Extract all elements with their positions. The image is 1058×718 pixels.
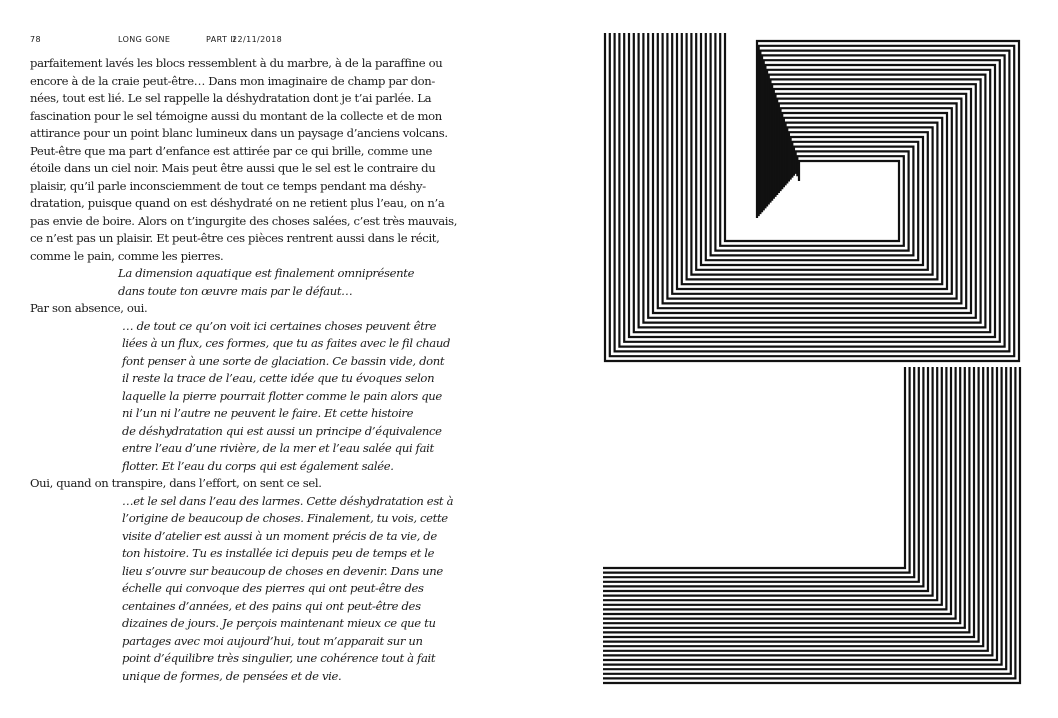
text-line: centaines d’années, et des pains qui ont peut-être des: [122, 598, 421, 613]
text-line: ton histoire. Tu es installée ici depuis peu de temps et le: [122, 546, 435, 560]
interview-text: [30, 55, 490, 685]
text-line: liées à un flux, ces formes, que tu as faites avec le fil chaud: [122, 336, 451, 350]
text-line: visite d’atelier est aussi à un moment précis de ta vie, de: [122, 528, 437, 543]
text-line: laquelle la pierre pourrait flotter comme le pain alors que: [122, 388, 442, 403]
text-line: unique de formes, de pensées et de vie.: [122, 668, 342, 683]
text-line: …et le sel dans l’eau des larmes. Cette déshydratation est à: [122, 493, 454, 508]
paragraph-question: [30, 493, 490, 686]
text-line: plaisir, qu’il parle inconsciemment de tout ce temps pendant ma déshy-: [30, 178, 426, 193]
page-number: 78: [30, 35, 41, 44]
text-line: comme le pain, comme les pierres.: [30, 248, 224, 263]
text-line: étoile dans un ciel noir. Mais peut être aussi que le sel est le contraire du: [30, 161, 436, 175]
paragraph-answer: [30, 475, 490, 493]
paragraph-question: [30, 265, 490, 300]
paragraph-question: [30, 318, 490, 476]
text-line: dans toute ton œuvre mais par le défaut…: [118, 283, 353, 298]
text-line: échelle qui convoque des pierres qui ont peut-être des: [122, 581, 424, 595]
text-line: dizaines de jours. Je perçois maintenant mieux ce que tu: [122, 616, 436, 630]
text-line: La dimension aquatique est finalement omniprésente: [118, 266, 415, 280]
text-line: entre l’eau d’une rivière, de la mer et l’eau salée qui fait: [122, 441, 434, 455]
text-line: font penser à une sorte de glaciation. Ce bassin vide, dont: [122, 353, 445, 368]
text-line: Oui, quand on transpire, dans l’effort, on sent ce sel.: [30, 476, 322, 490]
paragraph-answer: [30, 55, 490, 265]
text-line: fascination pour le sel témoigne aussi du montant de la collecte et de mon: [30, 108, 442, 123]
text-line: l’origine de beaucoup de choses. Finalement, tu vois, cette: [122, 511, 448, 525]
text-line: parfaitement lavés les blocs ressemblent à du marbre, à de la paraffine ou: [30, 56, 443, 70]
right-page: [529, 0, 1058, 718]
text-line: ce n’est pas un plaisir. Et peut-être ces pièces rentrent aussi dans le récit,: [30, 231, 440, 245]
text-line: ni l’un ni l’autre ne peuvent le faire. Et cette histoire: [122, 406, 414, 420]
artwork-canvas: [599, 33, 1027, 688]
text-line: pas envie de boire. Alors on t’ingurgite des choses salées, c’est très mauvais,: [30, 213, 458, 228]
running-head-date: 22/11/2018: [232, 35, 283, 44]
text-line: attirance pour un point blanc lumineux dans un paysage d’anciens volcans.: [30, 126, 448, 140]
running-head-part: PART II: [206, 35, 236, 44]
text-line: point d’équilibre très singulier, une cohérence tout à fait: [122, 651, 436, 665]
running-head-title: LONG GONE: [118, 35, 171, 44]
text-line: flotter. Et l’eau du corps qui est également salée.: [122, 458, 394, 473]
text-line: partages avec moi aujourd’hui, tout m’apparait sur un: [122, 633, 423, 648]
text-line: dratation, puisque quand on est déshydraté on ne retient plus l’eau, on n’a: [30, 196, 445, 210]
text-line: … de tout ce qu’on voit ici certaines choses peuvent être: [122, 318, 437, 333]
paragraph-answer: [30, 300, 490, 318]
text-line: il reste la trace de l’eau, cette idée que tu évoques selon: [122, 371, 435, 385]
text-line: Peut-être que ma part d’enfance est attirée par ce qui brille, comme une: [30, 143, 433, 158]
concentric-line-artwork: [599, 33, 1027, 688]
text-line: Par son absence, oui.: [30, 301, 148, 315]
text-line: nées, tout est lié. Le sel rappelle la déshydratation dont je t’ai parlée. La: [30, 91, 432, 105]
text-line: encore à de la craie peut-être… Dans mon imaginaire de champ par don-: [30, 73, 435, 88]
text-line: de déshydratation qui est aussi un principe d’équivalence: [122, 423, 442, 438]
text-line: lieu s’ouvre sur beaucoup de choses en devenir. Dans une: [122, 563, 443, 578]
running-head: [30, 35, 490, 49]
